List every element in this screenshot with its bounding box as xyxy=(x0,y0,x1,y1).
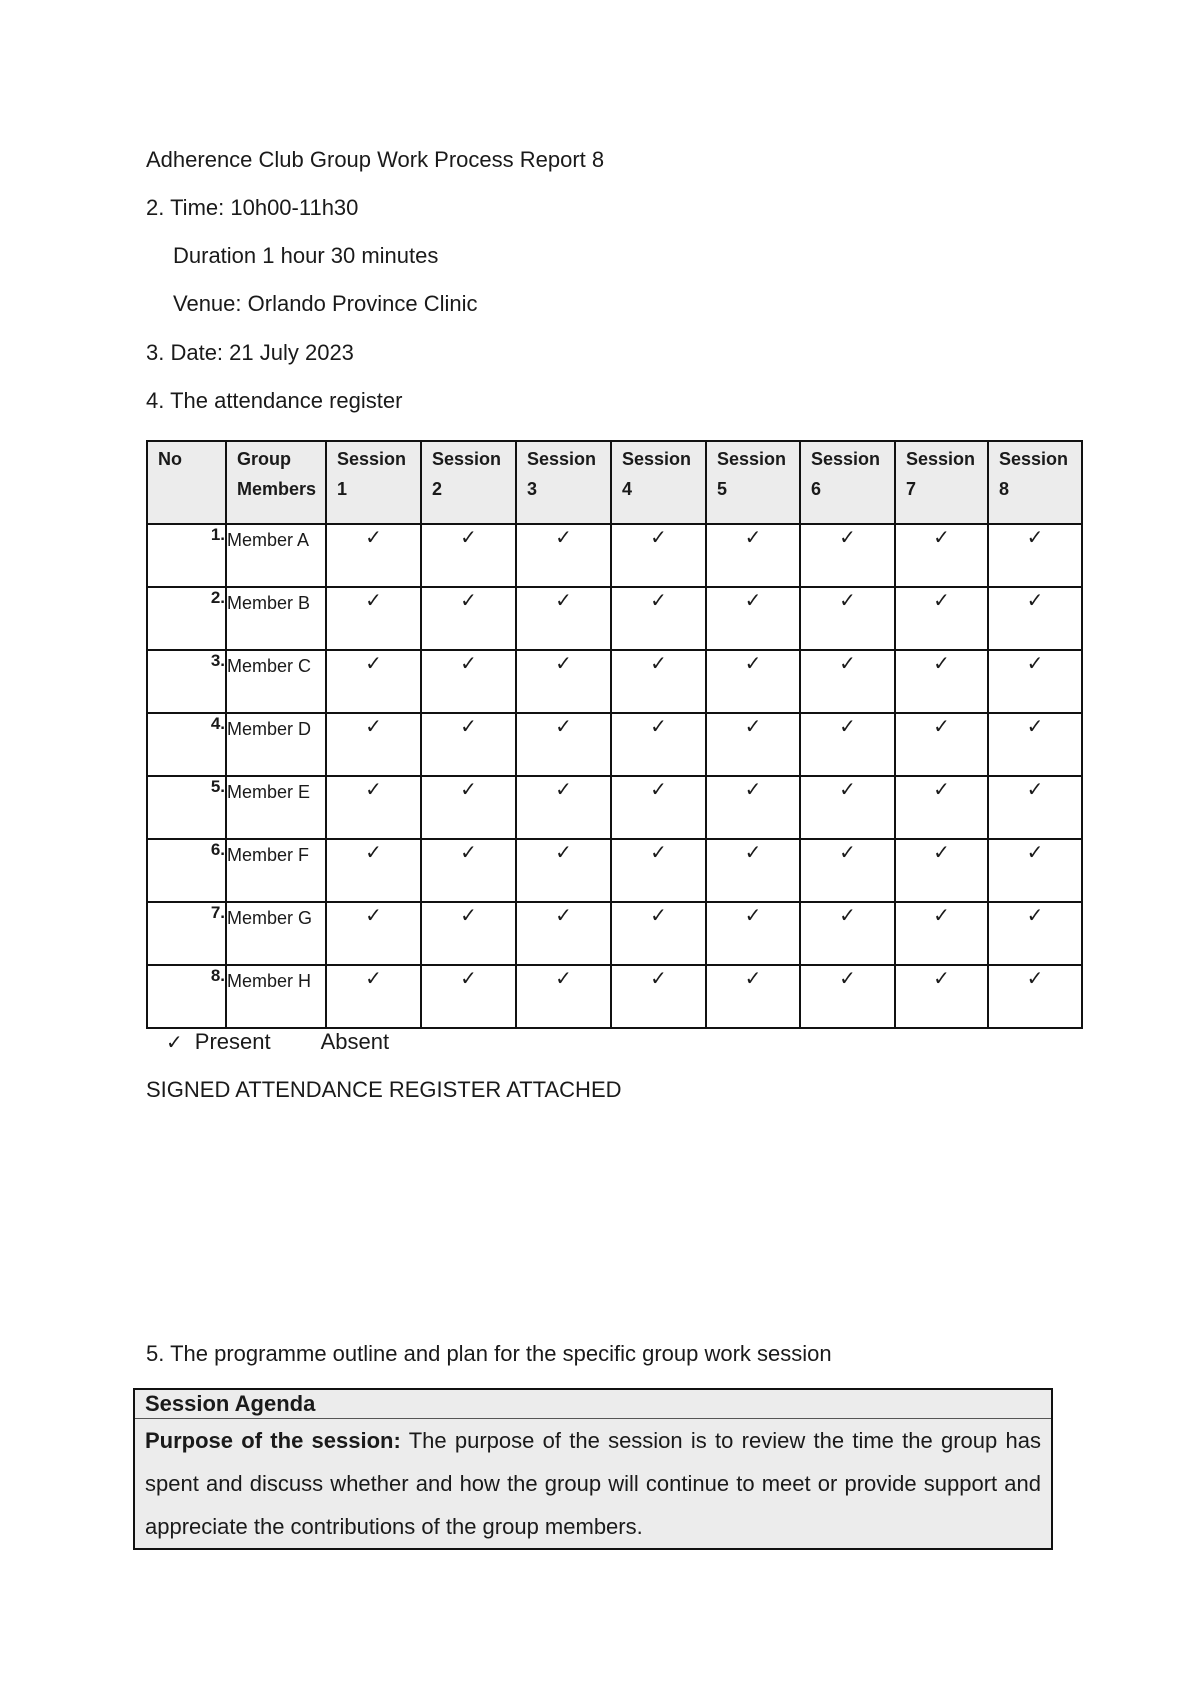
attendance-register-table xyxy=(146,440,1083,1029)
attendance-cell xyxy=(895,776,988,839)
attendance-cell xyxy=(706,965,800,1028)
row-number: 2. xyxy=(147,587,226,650)
member-name: Member B xyxy=(226,587,326,650)
check-icon: ✓ xyxy=(933,653,950,675)
member-name: Member G xyxy=(226,902,326,965)
check-icon: ✓ xyxy=(460,905,477,927)
attendance-cell xyxy=(988,965,1082,1028)
check-icon: ✓ xyxy=(839,653,856,675)
check-icon: ✓ xyxy=(1026,779,1044,801)
attendance-cell xyxy=(988,650,1082,713)
check-icon: ✓ xyxy=(744,653,762,675)
check-icon: ✓ xyxy=(1026,716,1044,738)
row-number: 8. xyxy=(147,965,226,1028)
row-number: 4. xyxy=(147,713,226,776)
check-icon: ✓ xyxy=(839,968,856,990)
member-name: Member E xyxy=(226,776,326,839)
check-icon: ✓ xyxy=(1026,905,1044,927)
check-icon: ✓ xyxy=(933,968,950,990)
attendance-cell xyxy=(988,902,1082,965)
check-icon: ✓ xyxy=(933,779,950,801)
check-icon: ✓ xyxy=(365,590,382,612)
attendance-cell xyxy=(326,902,421,965)
attendance-cell xyxy=(611,587,706,650)
check-icon: ✓ xyxy=(744,716,762,738)
attendance-cell xyxy=(988,713,1082,776)
attendance-cell xyxy=(611,965,706,1028)
attendance-cell xyxy=(800,650,895,713)
attendance-cell xyxy=(611,650,706,713)
check-icon: ✓ xyxy=(1026,590,1044,612)
check-icon: ✓ xyxy=(650,968,667,990)
check-icon: ✓ xyxy=(744,527,762,549)
check-icon: ✓ xyxy=(166,1032,183,1054)
check-icon: ✓ xyxy=(1026,968,1044,990)
agenda-purpose xyxy=(135,1419,1051,1548)
session-agenda-box xyxy=(133,1388,1053,1550)
attendance-cell xyxy=(706,524,800,587)
check-icon: ✓ xyxy=(933,716,950,738)
attendance-cell xyxy=(326,524,421,587)
register-heading: 4. The attendance register xyxy=(146,388,403,413)
attendance-cell xyxy=(895,650,988,713)
legend-absent-label: Absent xyxy=(320,1029,390,1054)
attendance-cell xyxy=(611,839,706,902)
check-icon: ✓ xyxy=(365,527,382,549)
check-icon: ✓ xyxy=(933,527,950,549)
check-icon: ✓ xyxy=(933,905,950,927)
attendance-cell xyxy=(421,902,516,965)
attendance-cell xyxy=(800,965,895,1028)
attendance-cell xyxy=(988,524,1082,587)
attendance-cell xyxy=(516,713,611,776)
attendance-cell xyxy=(516,650,611,713)
check-icon: ✓ xyxy=(555,716,572,738)
attendance-cell xyxy=(706,650,800,713)
table-row xyxy=(147,776,1082,839)
column-header: Session 7 xyxy=(895,441,988,524)
attendance-cell xyxy=(611,713,706,776)
table-row xyxy=(147,902,1082,965)
attendance-cell xyxy=(421,965,516,1028)
row-number: 1. xyxy=(147,524,226,587)
column-header: Group Members xyxy=(226,441,326,524)
check-icon: ✓ xyxy=(744,779,762,801)
attendance-cell xyxy=(326,839,421,902)
check-icon: ✓ xyxy=(650,905,667,927)
venue-line: Venue: Orlando Province Clinic xyxy=(173,291,478,316)
programme-heading: 5. The programme outline and plan for the specific group work session xyxy=(146,1341,832,1366)
check-icon: ✓ xyxy=(933,842,950,864)
attendance-cell xyxy=(516,587,611,650)
attendance-cell xyxy=(706,713,800,776)
member-name: Member D xyxy=(226,713,326,776)
check-icon: ✓ xyxy=(460,779,477,801)
check-icon: ✓ xyxy=(744,842,762,864)
check-icon: ✓ xyxy=(650,842,667,864)
attendance-cell xyxy=(611,902,706,965)
column-header: Session 1 xyxy=(326,441,421,524)
table-row xyxy=(147,587,1082,650)
attendance-cell xyxy=(516,524,611,587)
check-icon: ✓ xyxy=(839,779,856,801)
signed-register-note: SIGNED ATTENDANCE REGISTER ATTACHED xyxy=(146,1077,622,1102)
table-row xyxy=(147,713,1082,776)
check-icon: ✓ xyxy=(839,527,856,549)
row-number: 5. xyxy=(147,776,226,839)
attendance-cell xyxy=(611,776,706,839)
check-icon: ✓ xyxy=(555,653,572,675)
member-name: Member F xyxy=(226,839,326,902)
member-name: Member A xyxy=(226,524,326,587)
attendance-cell xyxy=(706,839,800,902)
attendance-cell xyxy=(895,587,988,650)
table-row xyxy=(147,839,1082,902)
attendance-cell xyxy=(326,776,421,839)
check-icon: ✓ xyxy=(650,527,667,549)
agenda-title: Session Agenda xyxy=(135,1390,1051,1419)
check-icon: ✓ xyxy=(839,842,856,864)
check-icon: ✓ xyxy=(1026,527,1044,549)
check-icon: ✓ xyxy=(555,842,572,864)
attendance-cell xyxy=(895,902,988,965)
check-icon: ✓ xyxy=(460,968,477,990)
attendance-cell xyxy=(800,776,895,839)
check-icon: ✓ xyxy=(933,590,950,612)
check-icon: ✓ xyxy=(460,716,477,738)
purpose-text: The purpose of the session is to review the time the group has spent and discuss whether and how the group will continue to meet or provide support and appreciate the contributions of the group members. xyxy=(145,1428,1041,1539)
check-icon: ✓ xyxy=(460,842,477,864)
check-icon: ✓ xyxy=(365,653,382,675)
check-icon: ✓ xyxy=(555,527,572,549)
attendance-cell xyxy=(988,587,1082,650)
attendance-cell xyxy=(895,713,988,776)
member-name: Member C xyxy=(226,650,326,713)
attendance-cell xyxy=(421,839,516,902)
check-icon: ✓ xyxy=(365,842,382,864)
column-header: Session 4 xyxy=(611,441,706,524)
purpose-label: Purpose of the session: xyxy=(145,1428,401,1453)
check-icon: ✓ xyxy=(744,968,762,990)
check-icon: ✓ xyxy=(555,905,572,927)
attendance-cell xyxy=(800,587,895,650)
check-icon: ✓ xyxy=(839,716,856,738)
check-icon: ✓ xyxy=(460,590,477,612)
check-icon: ✓ xyxy=(839,590,856,612)
check-icon: ✓ xyxy=(365,716,382,738)
attendance-cell xyxy=(988,776,1082,839)
attendance-cell xyxy=(421,524,516,587)
duration-line: Duration 1 hour 30 minutes xyxy=(173,243,439,268)
attendance-cell xyxy=(800,713,895,776)
table-row xyxy=(147,650,1082,713)
column-header: Session 2 xyxy=(421,441,516,524)
check-icon: ✓ xyxy=(650,590,667,612)
check-icon: ✓ xyxy=(744,590,762,612)
check-icon: ✓ xyxy=(460,653,477,675)
attendance-cell xyxy=(516,839,611,902)
attendance-cell xyxy=(326,650,421,713)
attendance-cell xyxy=(326,713,421,776)
check-icon: ✓ xyxy=(744,905,762,927)
check-icon: ✓ xyxy=(650,653,667,675)
table-row xyxy=(147,524,1082,587)
attendance-cell xyxy=(516,902,611,965)
attendance-cell xyxy=(326,587,421,650)
row-number: 3. xyxy=(147,650,226,713)
check-icon: ✓ xyxy=(1026,842,1044,864)
date-line: 3. Date: 21 July 2023 xyxy=(146,340,354,365)
check-icon: ✓ xyxy=(1026,653,1044,675)
column-header: Session 3 xyxy=(516,441,611,524)
check-icon: ✓ xyxy=(839,905,856,927)
attendance-cell xyxy=(516,965,611,1028)
attendance-cell xyxy=(800,524,895,587)
attendance-legend xyxy=(166,1028,389,1057)
column-header: Session 8 xyxy=(988,441,1082,524)
check-icon: ✓ xyxy=(555,590,572,612)
attendance-cell xyxy=(706,776,800,839)
attendance-cell xyxy=(516,776,611,839)
attendance-cell xyxy=(421,587,516,650)
row-number: 6. xyxy=(147,839,226,902)
check-icon: ✓ xyxy=(555,779,572,801)
row-number: 7. xyxy=(147,902,226,965)
attendance-cell xyxy=(988,839,1082,902)
attendance-cell xyxy=(706,587,800,650)
attendance-cell xyxy=(706,902,800,965)
attendance-cell xyxy=(800,839,895,902)
table-header-row xyxy=(147,441,1082,524)
member-name: Member H xyxy=(226,965,326,1028)
attendance-cell xyxy=(421,776,516,839)
check-icon: ✓ xyxy=(650,779,667,801)
attendance-cell xyxy=(895,965,988,1028)
attendance-cell xyxy=(895,839,988,902)
attendance-cell xyxy=(421,713,516,776)
attendance-cell xyxy=(421,650,516,713)
time-line: 2. Time: 10h00-11h30 xyxy=(146,195,359,220)
attendance-cell xyxy=(895,524,988,587)
check-icon: ✓ xyxy=(365,968,382,990)
check-icon: ✓ xyxy=(365,905,382,927)
attendance-cell xyxy=(326,965,421,1028)
column-header: Session 6 xyxy=(800,441,895,524)
check-icon: ✓ xyxy=(555,968,572,990)
legend-present-label: Present xyxy=(194,1029,271,1054)
check-icon: ✓ xyxy=(460,527,477,549)
check-icon: ✓ xyxy=(365,779,382,801)
table-row xyxy=(147,965,1082,1028)
column-header: Session 5 xyxy=(706,441,800,524)
column-header: No xyxy=(147,441,226,524)
attendance-cell xyxy=(800,902,895,965)
report-title: Adherence Club Group Work Process Report 8 xyxy=(146,147,605,172)
check-icon: ✓ xyxy=(650,716,667,738)
attendance-cell xyxy=(611,524,706,587)
